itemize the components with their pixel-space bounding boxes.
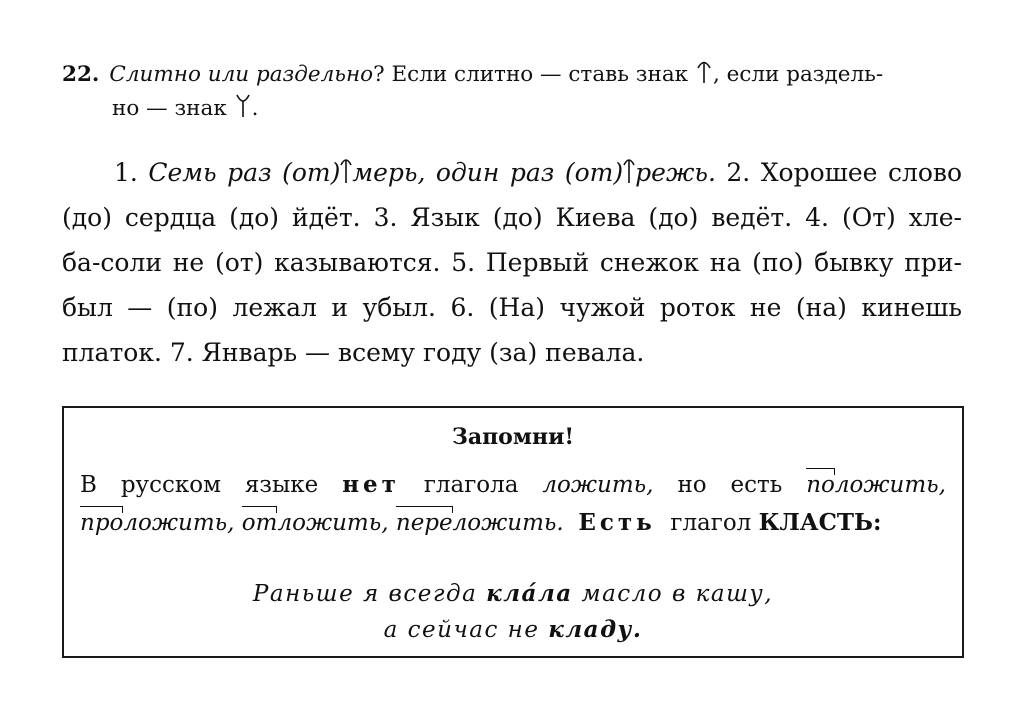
task-header [62, 58, 962, 126]
task-instruction-3: но — знак [112, 96, 227, 121]
example-text: а сейчас не [383, 617, 540, 643]
word-polozhit [806, 472, 946, 498]
arc-down-sign-icon [236, 93, 250, 117]
example-line-1 [64, 576, 962, 612]
remember-box [62, 406, 964, 658]
example-text: Раньше я всегда [252, 581, 478, 607]
rule-emphasis-net: нет [342, 471, 400, 498]
rule-text: но есть [677, 472, 783, 498]
rule-line-2 [80, 504, 946, 542]
prefix-mark: от [242, 504, 278, 542]
word-root: ложить, [277, 510, 389, 536]
exercise-line-2: (до) сердца (до) йдёт. 3. Язык (до) Киева (до) ведёт. 4. (От) хле- [62, 203, 962, 232]
word-lozhit: ложить, [542, 472, 654, 498]
sentence-1-number: 1. [114, 158, 138, 187]
prefix-mark: про [80, 504, 123, 542]
example-line-2 [64, 612, 962, 648]
task-instruction: ? Если слитно — ставь знак [373, 62, 689, 87]
sentence-2-start: 2. Хорошее слово [726, 158, 963, 187]
task-period: . [251, 96, 259, 121]
word-root: ложить, [834, 472, 946, 498]
prefix-mark: по [806, 466, 835, 504]
example-text: . [632, 616, 643, 643]
rule-line-1 [80, 466, 946, 504]
exercise-line-1 [62, 150, 962, 195]
task-line-1 [62, 58, 962, 92]
remember-example [64, 576, 962, 648]
word-root: ложить, [123, 510, 235, 536]
sentence-1-part-1: Семь раз (от) [148, 158, 341, 187]
sentence-1-part-3: режь. [635, 158, 716, 187]
task-number: 22. [62, 62, 100, 87]
sentence-1-part-2: мерь, один раз (от) [352, 158, 624, 187]
rule-text: глагола [423, 472, 519, 498]
remember-rule [80, 466, 946, 542]
exercise-line-5: платок. 7. Январь — всему году (за) певала. [62, 338, 645, 367]
rule-text: В русском языке [80, 472, 319, 498]
task-question: Слитно или раздельно [109, 62, 374, 87]
word-root: ложить. [452, 510, 564, 536]
word-perelozhit [396, 510, 564, 536]
exercise-line-3: ба-соли не (от) казываются. 5. Первый снежок на (по) бывку при- [62, 248, 962, 277]
word-otlozhit [242, 510, 389, 536]
example-bold-word: кла́ла [486, 580, 573, 607]
prefix-mark: пере [396, 504, 453, 542]
exercise-text [62, 150, 962, 375]
example-text: масло в кашу, [581, 581, 774, 607]
rule-emphasis-est: Есть [578, 509, 656, 536]
arc-up-sign-icon [623, 157, 635, 183]
task-line-2 [62, 92, 962, 126]
example-bold-word: кладу [548, 616, 633, 643]
word-klast: КЛАСТЬ: [758, 509, 882, 536]
arc-up-sign-icon [697, 59, 711, 83]
arc-up-sign-icon [340, 157, 352, 183]
remember-title: Запомни! [451, 424, 575, 450]
task-instruction-2: , если раздель- [712, 62, 884, 87]
rule-text: глагол [670, 510, 752, 536]
word-prolozhit [80, 510, 234, 536]
exercise-line-4: был — (по) лежал и убыл. 6. (На) чужой роток не (на) кинешь [62, 293, 962, 322]
